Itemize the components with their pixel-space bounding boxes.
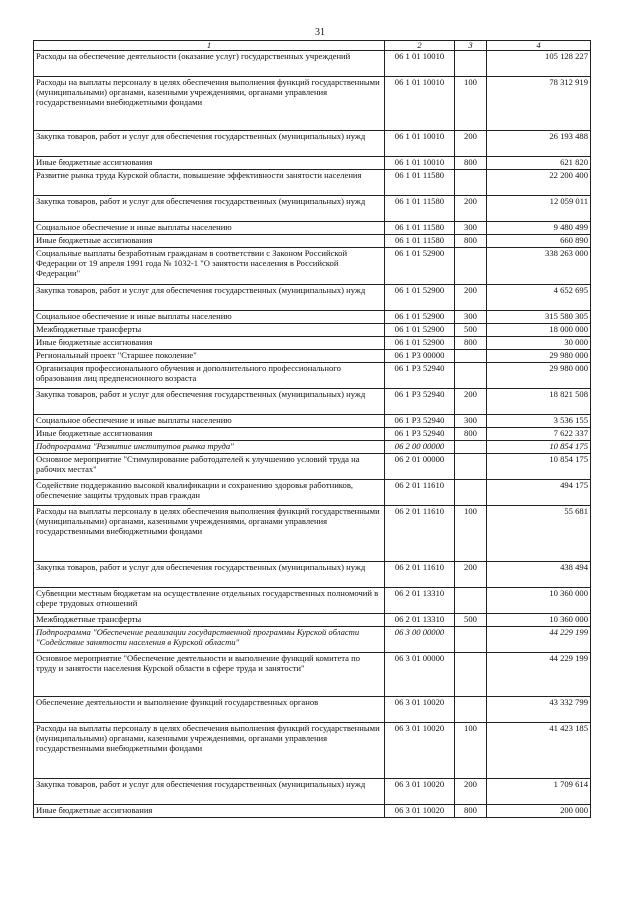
row-sum: 438 494: [487, 562, 591, 588]
row-code: 06 3 01 10020: [385, 805, 455, 818]
row-code: 06 1 01 11580: [385, 222, 455, 235]
row-name: Развитие рынка труда Курской области, повышение эффективности занятости населения: [34, 170, 385, 196]
row-code: 06 3 01 00000: [385, 653, 455, 697]
row-code: 06 3 01 10020: [385, 697, 455, 723]
row-name: Обеспечение деятельности и выполнение функций государственных органов: [34, 697, 385, 723]
row-sum: 22 200 400: [487, 170, 591, 196]
row-code: 06 1 01 52900: [385, 324, 455, 337]
row-sum: 44 229 199: [487, 653, 591, 697]
row-sum: 30 000: [487, 337, 591, 350]
row-name: Межбюджетные трансферты: [34, 324, 385, 337]
row-type: 100: [455, 506, 487, 562]
row-code: 06 3 01 10020: [385, 779, 455, 805]
table-row: [34, 363, 591, 389]
row-name: Расходы на выплаты персоналу в целях обеспечения выполнения функций государственными (муниципальными) органами, казенными учреждениями, органами управления государственными внебюджетными фондами: [34, 723, 385, 779]
header-col-code: 2: [385, 41, 455, 51]
table-row: [34, 506, 591, 562]
row-name: Расходы на обеспечение деятельности (оказание услуг) государственных учреждений: [34, 51, 385, 77]
row-sum: 29 980 000: [487, 363, 591, 389]
row-name: Основное мероприятие "Обеспечение деятельности и выполнение функций комитета по труду и занятости населения Курской области в сфере труда и занятости": [34, 653, 385, 697]
table-row: [34, 428, 591, 441]
row-type: [455, 441, 487, 454]
row-sum: 3 536 155: [487, 415, 591, 428]
row-type: 200: [455, 779, 487, 805]
row-sum: 29 980 000: [487, 350, 591, 363]
table-row: [34, 285, 591, 311]
row-code: 06 1 Р3 52940: [385, 363, 455, 389]
row-name: Организация профессионального обучения и дополнительного профессионального образования лиц предпенсионного возраста: [34, 363, 385, 389]
row-type: 100: [455, 723, 487, 779]
header-col-type: 3: [455, 41, 487, 51]
row-type: 800: [455, 337, 487, 350]
row-type: 500: [455, 614, 487, 627]
table-row: [34, 157, 591, 170]
subprogram-row: [34, 627, 591, 653]
row-type: [455, 350, 487, 363]
budget-table: [33, 40, 591, 818]
row-type: 200: [455, 389, 487, 415]
row-name: Подпрограмма "Обеспечение реализации государственной программы Курской области "Содействие занятости населения в Курской области": [34, 627, 385, 653]
table-row: [34, 697, 591, 723]
row-sum: 10 360 000: [487, 588, 591, 614]
row-type: 800: [455, 235, 487, 248]
table-row: [34, 170, 591, 196]
row-name: Содействие поддержанию высокой квалификации и сохранению здоровья работников, обеспечение защиты трудовых прав граждан: [34, 480, 385, 506]
row-sum: 55 681: [487, 506, 591, 562]
row-code: 06 2 01 11610: [385, 562, 455, 588]
row-type: 300: [455, 311, 487, 324]
row-code: 06 1 Р3 00000: [385, 350, 455, 363]
table-row: [34, 723, 591, 779]
row-code: 06 1 01 10010: [385, 157, 455, 170]
table-row: [34, 337, 591, 350]
row-name: Иные бюджетные ассигнования: [34, 428, 385, 441]
row-type: 800: [455, 805, 487, 818]
row-code: 06 1 01 52900: [385, 337, 455, 350]
row-type: 200: [455, 131, 487, 157]
header-col-sum: 4: [487, 41, 591, 51]
row-code: 06 1 01 11580: [385, 235, 455, 248]
table-row: [34, 653, 591, 697]
row-code: 06 3 01 10020: [385, 723, 455, 779]
row-sum: 7 622 337: [487, 428, 591, 441]
row-name: Закупка товаров, работ и услуг для обеспечения государственных (муниципальных) нужд: [34, 562, 385, 588]
row-name: Социальное обеспечение и иные выплаты населению: [34, 222, 385, 235]
row-name: Закупка товаров, работ и услуг для обеспечения государственных (муниципальных) нужд: [34, 779, 385, 805]
row-type: 100: [455, 77, 487, 131]
row-code: 06 3 00 00000: [385, 627, 455, 653]
row-sum: 10 360 000: [487, 614, 591, 627]
row-type: 300: [455, 415, 487, 428]
row-type: 500: [455, 324, 487, 337]
row-name: Иные бюджетные ассигнования: [34, 337, 385, 350]
table-row: [34, 389, 591, 415]
table-row: [34, 415, 591, 428]
table-row: [34, 131, 591, 157]
row-type: 300: [455, 222, 487, 235]
table-row: [34, 311, 591, 324]
row-code: 06 1 01 52900: [385, 248, 455, 285]
row-code: 06 1 01 10010: [385, 77, 455, 131]
table-row: [34, 51, 591, 77]
row-sum: 200 000: [487, 805, 591, 818]
row-code: 06 1 Р3 52940: [385, 415, 455, 428]
row-sum: 1 709 614: [487, 779, 591, 805]
row-type: 800: [455, 428, 487, 441]
table-row: [34, 196, 591, 222]
table-row: [34, 454, 591, 480]
row-type: [455, 653, 487, 697]
row-name: Основное мероприятие "Стимулирование работодателей к улучшению условий труда на рабочих местах": [34, 454, 385, 480]
row-name: Закупка товаров, работ и услуг для обеспечения государственных (муниципальных) нужд: [34, 196, 385, 222]
table-row: [34, 805, 591, 818]
row-sum: 9 480 499: [487, 222, 591, 235]
header-col-name: 1: [34, 41, 385, 51]
row-code: 06 1 Р3 52940: [385, 389, 455, 415]
row-code: 06 1 01 52900: [385, 311, 455, 324]
row-code: 06 1 01 10010: [385, 51, 455, 77]
row-name: Расходы на выплаты персоналу в целях обеспечения выполнения функций государственными (муниципальными) органами, казенными учреждениями, органами управления государственными внебюджетными фондами: [34, 506, 385, 562]
row-code: 06 2 00 00000: [385, 441, 455, 454]
row-type: 200: [455, 196, 487, 222]
row-sum: 44 229 199: [487, 627, 591, 653]
row-type: [455, 627, 487, 653]
row-name: Межбюджетные трансферты: [34, 614, 385, 627]
row-code: 06 1 Р3 52940: [385, 428, 455, 441]
row-name: Расходы на выплаты персоналу в целях обеспечения выполнения функций государственными (муниципальными) органами, казенными учреждениями, органами управления государственными внебюджетными фондами: [34, 77, 385, 131]
table-row: [34, 562, 591, 588]
row-sum: 43 332 799: [487, 697, 591, 723]
row-name: Региональный проект "Старшее поколение": [34, 350, 385, 363]
table-row: [34, 350, 591, 363]
row-type: [455, 363, 487, 389]
subprogram-row: [34, 441, 591, 454]
row-code: 06 2 01 11610: [385, 506, 455, 562]
row-code: 06 1 01 52900: [385, 285, 455, 311]
row-sum: 12 059 011: [487, 196, 591, 222]
table-row: [34, 614, 591, 627]
table-row: [34, 77, 591, 131]
row-name: Закупка товаров, работ и услуг для обеспечения государственных (муниципальных) нужд: [34, 285, 385, 311]
table-row: [34, 480, 591, 506]
row-sum: 41 423 185: [487, 723, 591, 779]
row-name: Социальное обеспечение и иные выплаты населению: [34, 311, 385, 324]
table-row: [34, 248, 591, 285]
table-row: [34, 779, 591, 805]
row-sum: 18 000 000: [487, 324, 591, 337]
row-code: 06 2 01 00000: [385, 454, 455, 480]
row-sum: 105 128 227: [487, 51, 591, 77]
table-row: [34, 324, 591, 337]
row-name: Закупка товаров, работ и услуг для обеспечения государственных (муниципальных) нужд: [34, 131, 385, 157]
row-sum: 10 854 175: [487, 454, 591, 480]
row-type: [455, 588, 487, 614]
table-header: [34, 41, 591, 51]
table-row: [34, 235, 591, 248]
row-sum: 494 175: [487, 480, 591, 506]
row-sum: 660 890: [487, 235, 591, 248]
row-name: Подпрограмма "Развитие институтов рынка труда": [34, 441, 385, 454]
row-sum: 315 580 305: [487, 311, 591, 324]
row-type: [455, 454, 487, 480]
row-code: 06 2 01 13310: [385, 614, 455, 627]
row-sum: 338 263 000: [487, 248, 591, 285]
row-code: 06 1 01 10010: [385, 131, 455, 157]
header-row: [34, 41, 591, 51]
row-code: 06 1 01 11580: [385, 170, 455, 196]
row-name: Закупка товаров, работ и услуг для обеспечения государственных (муниципальных) нужд: [34, 389, 385, 415]
row-code: 06 1 01 11580: [385, 196, 455, 222]
row-sum: 10 854 175: [487, 441, 591, 454]
row-name: Иные бюджетные ассигнования: [34, 235, 385, 248]
row-type: [455, 51, 487, 77]
row-type: [455, 480, 487, 506]
row-sum: 18 821 508: [487, 389, 591, 415]
row-type: [455, 248, 487, 285]
row-sum: 26 193 488: [487, 131, 591, 157]
row-sum: 4 652 695: [487, 285, 591, 311]
table-row: [34, 222, 591, 235]
row-name: Иные бюджетные ассигнования: [34, 805, 385, 818]
row-name: Иные бюджетные ассигнования: [34, 157, 385, 170]
row-code: 06 2 01 11610: [385, 480, 455, 506]
row-code: 06 2 01 13310: [385, 588, 455, 614]
row-name: Социальные выплаты безработным гражданам в соответствии с Законом Российской Федерации от 19 апреля 1991 года № 1032-1 "О занятости населения в Российской Федерации": [34, 248, 385, 285]
row-type: 200: [455, 285, 487, 311]
table-body: [34, 51, 591, 818]
row-name: Субвенции местным бюджетам на осуществление отдельных государственных полномочий в сфере трудовых отношений: [34, 588, 385, 614]
table-row: [34, 588, 591, 614]
row-type: [455, 170, 487, 196]
row-sum: 78 312 919: [487, 77, 591, 131]
row-sum: 621 820: [487, 157, 591, 170]
page-number: 31: [315, 27, 325, 38]
row-type: [455, 697, 487, 723]
row-type: 200: [455, 562, 487, 588]
row-type: 800: [455, 157, 487, 170]
row-name: Социальное обеспечение и иные выплаты населению: [34, 415, 385, 428]
